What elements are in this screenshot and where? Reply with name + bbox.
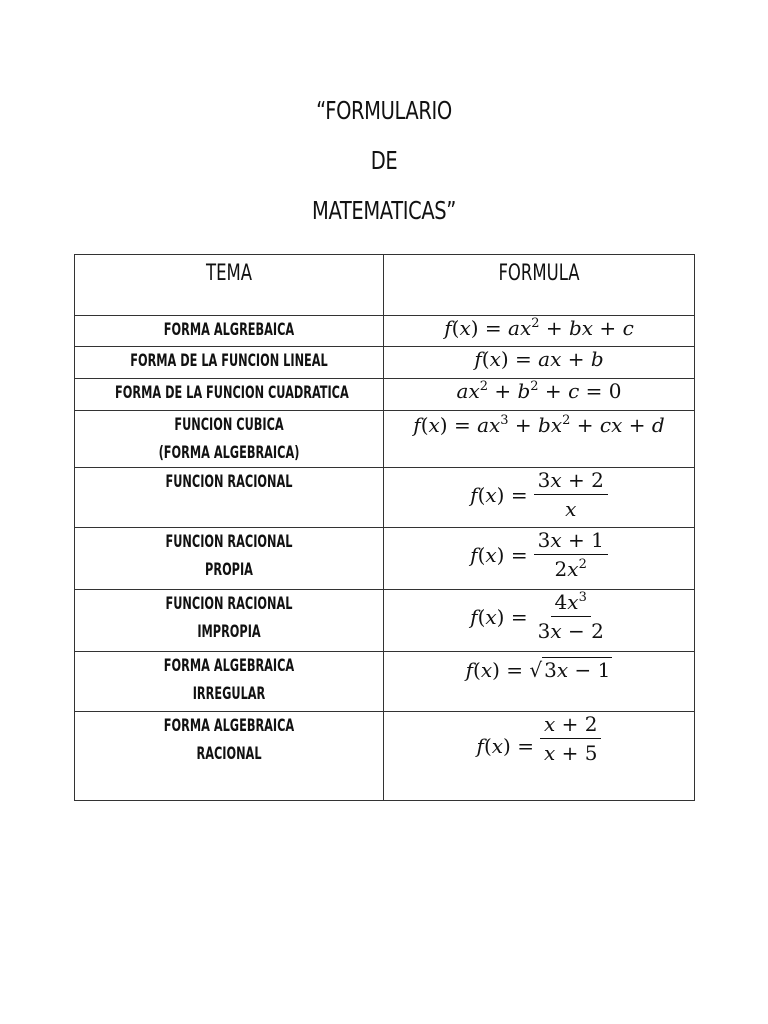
tema-cell xyxy=(75,411,384,468)
tema-label: PROPIA xyxy=(205,560,253,580)
table-row xyxy=(75,468,695,528)
formula-expression: f(x) = $\frac{3x + 2}{x}$ xyxy=(384,468,694,521)
formula-expression: $ax^2 + b^2 + c = 0$ xyxy=(456,379,622,403)
formula-cell xyxy=(384,347,695,379)
tema-label: FUNCION CUBICA xyxy=(174,415,284,435)
formula-expression: f(x) = ax + b xyxy=(474,347,604,371)
formula-cell xyxy=(384,468,695,528)
table-row xyxy=(75,347,695,379)
tema-label: FORMA ALGREBAICA xyxy=(163,320,295,340)
title-line-2: DE xyxy=(370,146,398,175)
tema-cell xyxy=(75,379,384,411)
tema-cell xyxy=(75,590,384,652)
formula-cell xyxy=(384,652,695,712)
document-title xyxy=(0,86,768,236)
title-line-3: MATEMATICAS” xyxy=(312,196,456,225)
formula-cell xyxy=(384,379,695,411)
tema-cell xyxy=(75,468,384,528)
table-row xyxy=(75,411,695,468)
tema-label: IRREGULAR xyxy=(192,684,266,704)
tema-label: FUNCION RACIONAL xyxy=(165,594,293,614)
table-row xyxy=(75,528,695,590)
formula-expression: f(x) = $\frac{x + 2}{x + 5}$ xyxy=(384,712,694,765)
formula-expression: f(x) = $\frac{3x + 1}{2x^2}$ xyxy=(384,528,694,581)
formula-cell xyxy=(384,528,695,590)
formula-expression: $f(x) = ax^3 + bx^2$ + cx + d xyxy=(413,413,665,437)
tema-label: FORMA DE LA FUNCION CUADRATICA xyxy=(115,383,349,403)
tema-cell xyxy=(75,347,384,379)
table-row xyxy=(75,590,695,652)
tema-cell xyxy=(75,652,384,712)
formula-cell xyxy=(384,712,695,801)
header-cell-tema xyxy=(75,255,384,316)
tema-label: FUNCION RACIONAL xyxy=(165,472,293,492)
formula-expression: $f(x) = ax^2$ + bx + c xyxy=(444,316,634,340)
tema-label: FORMA ALGEBRAICA xyxy=(163,656,295,676)
table-row xyxy=(75,712,695,801)
tema-label: RACIONAL xyxy=(196,744,262,764)
table-row xyxy=(75,316,695,347)
table-row xyxy=(75,652,695,712)
formula-cell xyxy=(384,411,695,468)
formula-cell xyxy=(384,590,695,652)
header-tema: TEMA xyxy=(205,261,253,286)
title-line-1: “FORMULARIO xyxy=(316,96,452,125)
tema-cell xyxy=(75,712,384,801)
tema-label: IMPROPIA xyxy=(197,622,261,642)
formula-expression: f(x) = $\frac{4x^3}{3x - 2}$ xyxy=(470,590,604,643)
header-cell-formula xyxy=(384,255,695,316)
tema-cell xyxy=(75,528,384,590)
tema-cell xyxy=(75,316,384,347)
formula-table xyxy=(74,254,695,801)
tema-label: FORMA ALGEBRAICA xyxy=(163,716,295,736)
formula-expression: f(x) = √ 3x − 1 xyxy=(465,658,611,682)
table-row xyxy=(75,379,695,411)
header-formula: FORMULA xyxy=(498,261,580,286)
formula-cell xyxy=(384,316,695,347)
table-header-row xyxy=(75,255,695,316)
tema-label: (FORMA ALGEBRAICA) xyxy=(158,443,300,463)
tema-label: FUNCION RACIONAL xyxy=(165,532,293,552)
tema-label: FORMA DE LA FUNCION LINEAL xyxy=(130,351,328,371)
